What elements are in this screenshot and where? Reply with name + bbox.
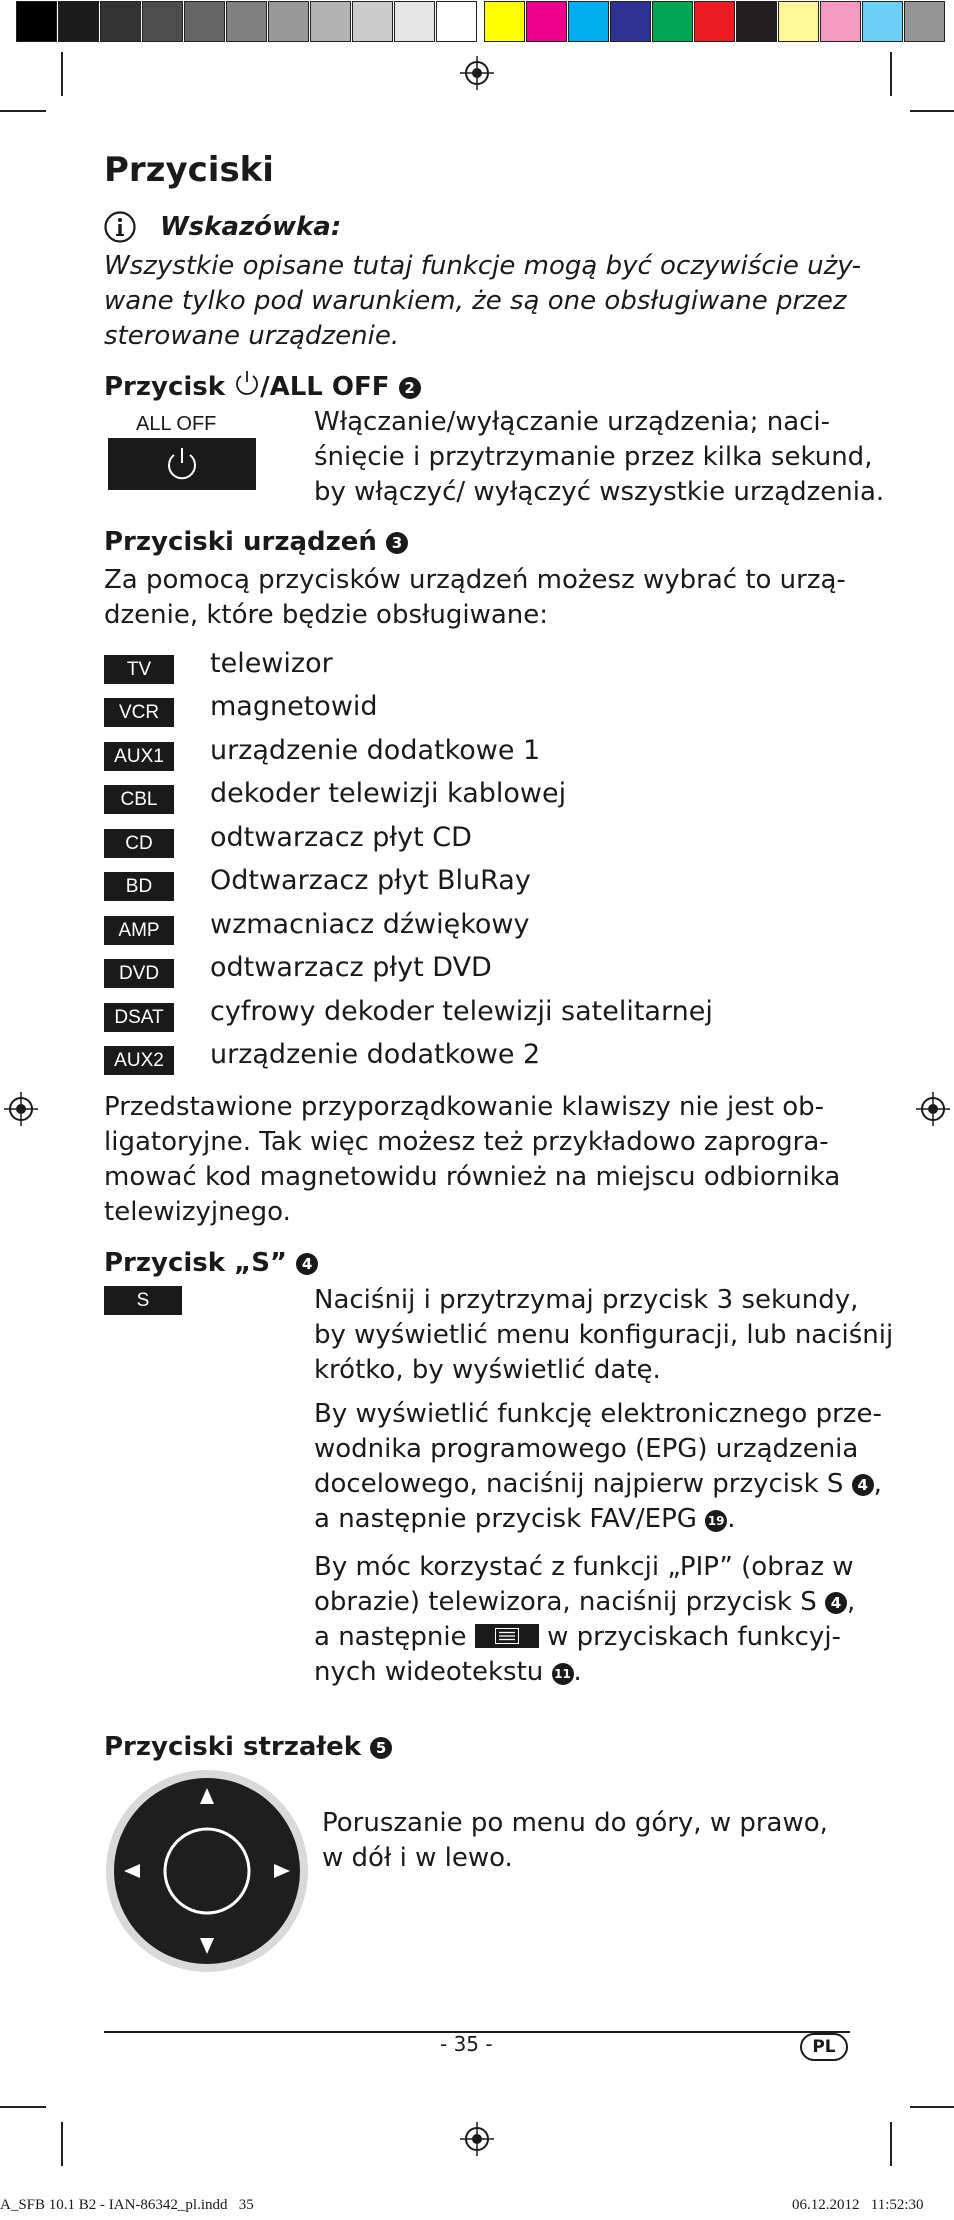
arrows-heading-text: Przyciski strzałek [104,1732,361,1762]
color-swatch [436,1,477,42]
ref-number: 3 [386,532,408,554]
note-line: Wszystkie opisane tutaj funkcje mogą być oczywiście uży- [104,251,862,281]
s-key-line: a następnie w przyciskach funkcyj- [314,1622,841,1652]
devices-intro [104,563,846,633]
device-label: urządzenie dodatkowe 2 [210,1039,541,1070]
devices-outro-line: mować kod magnetowidu również na miejscu odbiornika [104,1162,841,1192]
color-swatch [652,1,693,42]
devices-heading-text: Przyciski urządzeń [104,527,377,557]
color-swatch [184,1,225,42]
devices-intro-line: dzenie, które będzie obsługiwane: [104,600,549,630]
device-key-cbl: CBL [104,785,174,814]
device-key-aux2: AUX2 [104,1046,174,1075]
color-swatch [820,1,861,42]
registration-mark-icon [460,56,494,90]
page-title: Przyciski [104,150,274,190]
s-key-line: by wyświetlić menu konfiguracji, lub naciśnij [314,1320,894,1350]
ref-number: 4 [852,1474,874,1496]
registration-mark-icon [4,1092,38,1126]
s-key-line: Naciśnij i przytrzymaj przycisk 3 sekundy, [314,1285,859,1315]
info-icon [104,211,136,243]
arrows-description [322,1806,828,1876]
color-swatch [268,1,309,42]
color-swatch [226,1,267,42]
device-label: telewizor [210,648,333,679]
note-heading: Wskazówka: [160,212,342,242]
teletext-key-icon [475,1624,539,1648]
device-label: urządzenie dodatkowe 1 [210,735,541,766]
s-key-heading-text: Przycisk „S” [104,1248,288,1278]
s-key-line: By móc korzystać z funkcji „PIP” (obraz w [314,1552,854,1582]
gray-swatch-bar [16,1,478,42]
color-swatch [142,1,183,42]
s-key-line: obrazie) telewizora, naciśnij przycisk S 4 , [314,1587,856,1617]
color-swatch [484,1,525,42]
color-swatch [16,1,57,42]
ref-number: 19 [705,1510,727,1532]
ref-number: 5 [370,1737,392,1759]
crop-mark [0,2106,46,2108]
color-swatch [310,1,351,42]
crop-mark [910,2106,954,2108]
device-key-bd: BD [104,872,174,901]
arrow-pad-icon [104,1768,310,1974]
color-swatch [904,1,945,42]
ref-number: 4 [296,1253,318,1275]
all-off-key-label: ALL OFF [136,413,217,435]
s-key-description-1 [314,1283,893,1388]
power-line: by włączyć/ wyłączyć wszystkie urządzenia. [314,477,885,507]
device-label: cyfrowy dekoder telewizji satelitarnej [210,996,713,1027]
power-icon [162,444,202,484]
devices-outro-line: ligatoryjne. Tak więc możesz też przykładowo zaprogra- [104,1127,829,1157]
color-swatch [58,1,99,42]
registration-mark-icon [460,2122,494,2156]
power-heading-suffix: /ALL OFF [260,372,390,402]
device-key-cd: CD [104,829,174,858]
s-key-description-2 [314,1397,882,1537]
devices-outro-line: telewizyjnego. [104,1197,291,1227]
power-heading [104,368,421,402]
power-description [314,405,884,510]
color-swatch [526,1,567,42]
arrows-line: Poruszanie po menu do góry, w prawo, [322,1808,828,1838]
device-key-dvd: DVD [104,959,174,988]
s-key-line: docelowego, naciśnij najpierw przycisk S 4 , [314,1469,882,1499]
device-label: odtwarzacz płyt DVD [210,952,492,983]
crop-mark [890,52,892,96]
device-label: wzmacniacz dźwiękowy [210,909,530,940]
device-key-vcr: VCR [104,698,174,727]
slug-right: 06.12.2012 11:52:30 [792,2197,924,2213]
color-swatch [610,1,651,42]
note-line: sterowane urządzenie. [104,321,400,351]
s-key-line: krótko, by wyświetlić datę. [314,1355,661,1385]
ref-number: 2 [399,377,421,399]
ref-number: 4 [825,1592,847,1614]
color-swatch [394,1,435,42]
crop-mark [890,2122,892,2166]
power-line: Włączanie/wyłączanie urządzenia; naci- [314,407,831,437]
crop-mark [0,110,46,112]
color-swatch-bar [484,1,946,42]
page-number: - 35 - [440,2032,493,2056]
color-swatch [568,1,609,42]
color-swatch [778,1,819,42]
s-key-line: a następnie przycisk FAV/EPG 19 . [314,1504,736,1534]
ref-number: 11 [552,1663,574,1685]
registration-mark-icon [916,1092,950,1126]
s-key-line: By wyświetlić funkcję elektronicznego prze- [314,1399,882,1429]
slug-left: A_SFB 10.1 B2 - IAN-86342_pl.indd 35 [0,2197,254,2213]
s-key: S [104,1286,182,1315]
power-icon [234,368,260,398]
language-badge: PL [800,2033,848,2061]
device-key-dsat: DSAT [104,1003,174,1032]
power-line: śnięcie i przytrzymanie przez kilka sekund, [314,442,873,472]
s-key-line: nych wideotekstu 11 . [314,1657,582,1687]
color-swatch [352,1,393,42]
color-swatch [736,1,777,42]
device-label: magnetowid [210,691,378,722]
device-key-tv: TV [104,655,174,684]
device-key-amp: AMP [104,916,174,945]
device-label: Odtwarzacz płyt BluRay [210,865,531,896]
device-label: odtwarzacz płyt CD [210,822,472,853]
device-key-aux1: AUX1 [104,742,174,771]
color-swatch [100,1,141,42]
arrows-heading [104,1732,392,1762]
crop-mark [61,2122,63,2166]
power-heading-prefix: Przycisk [104,372,226,402]
devices-outro [104,1090,840,1230]
s-key-line: wodnika programowego (EPG) urządzenia [314,1434,859,1464]
s-key-heading [104,1248,318,1278]
devices-outro-line: Przedstawione przyporządkowanie klawiszy nie jest ob- [104,1092,825,1122]
color-swatch [694,1,735,42]
note-line: wane tylko pod warunkiem, że są one obsługiwane przez [104,286,847,316]
devices-heading [104,527,408,557]
s-key-description-3 [314,1550,855,1690]
arrows-line: w dół i w lewo. [322,1843,513,1873]
device-label: dekoder telewizji kablowej [210,778,567,809]
color-swatch [862,1,903,42]
crop-mark [61,52,63,96]
devices-intro-line: Za pomocą przycisków urządzeń możesz wybrać to urzą- [104,565,846,595]
note-text [104,249,861,354]
all-off-key [108,438,256,490]
crop-mark [910,110,954,112]
